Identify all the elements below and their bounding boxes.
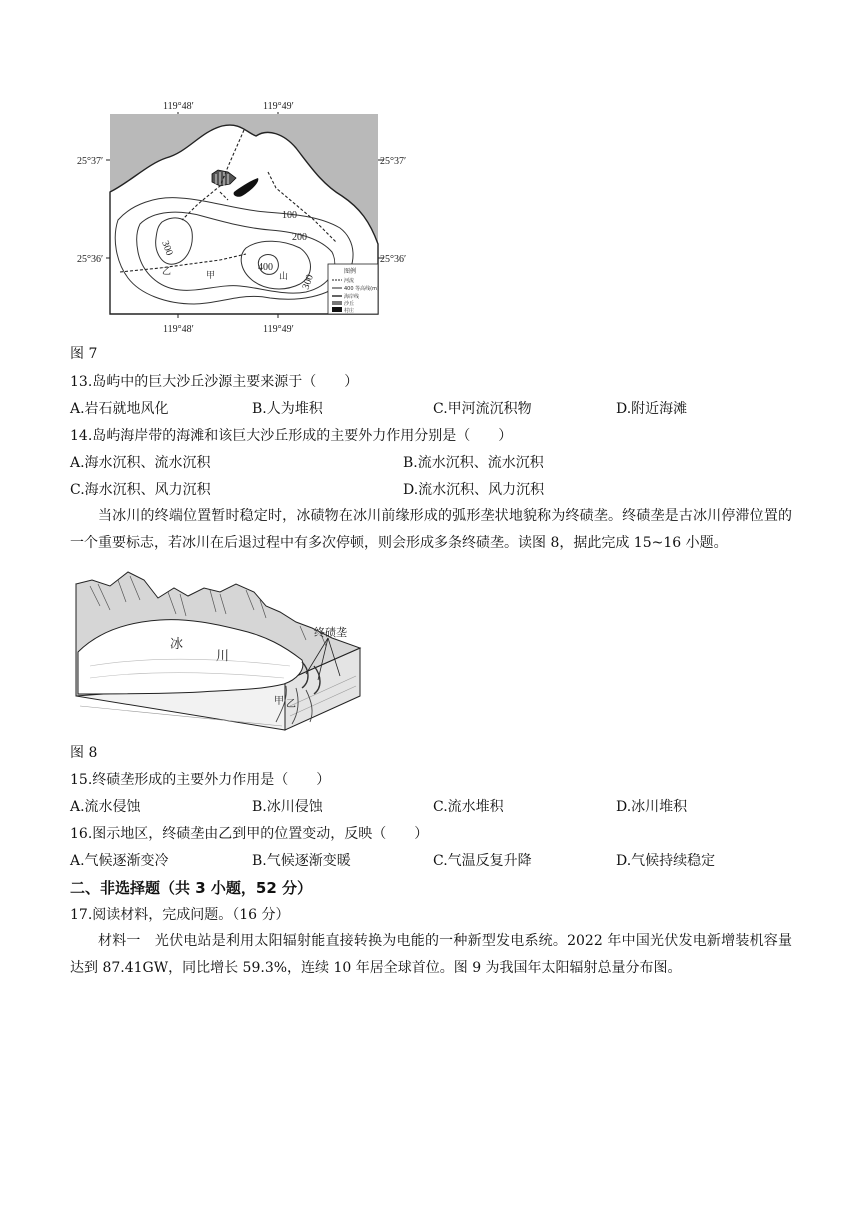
q14-stem: 14.岛屿海岸带的海滩和该巨大沙丘形成的主要外力作用分别是（ ）: [70, 428, 513, 444]
q15-option-d[interactable]: D.冰川堆积: [616, 799, 688, 815]
label-moraine: 终碛垄: [314, 626, 347, 639]
map-label-jia: 甲: [206, 271, 216, 281]
q16-option-c[interactable]: C.气温反复升降: [433, 853, 532, 869]
q16-option-a[interactable]: A.气候逐渐变冷: [70, 853, 169, 869]
map-lat-right-2: 25°36′: [380, 254, 407, 265]
map-lat-left-2: 25°36′: [77, 254, 104, 265]
label-jia: 甲: [274, 696, 284, 707]
label-glacier-2: 川: [216, 649, 230, 664]
map-contour-200: 200: [292, 232, 307, 243]
figure-7-caption: 图 7: [70, 346, 98, 362]
map-contour-300-left: 300: [159, 239, 175, 258]
q15-stem: 15.终碛垄形成的主要外力作用是（ ）: [70, 772, 331, 788]
intro-15-16: 当冰川的终端位置暂时稳定时，冰碛物在冰川前缘形成的弧形垄状地貌称为终碛垄。终碛垄是古冰川停滞位置的一个重要标志，若冰川在后退过程中有多次停顿，则会形成多条终碛垄。读图 8，据此完成 15~16 小题。: [70, 508, 792, 551]
legend-item-river: 河流: [344, 278, 355, 284]
q15-option-c[interactable]: C.流水堆积: [433, 799, 504, 815]
map-legend: [328, 264, 379, 314]
legend-item-coast: 海岸线: [344, 294, 360, 300]
label-glacier-1: 冰: [170, 637, 184, 652]
legend-item-dune: 沙丘: [344, 301, 355, 307]
map-contour-100: 100: [282, 210, 297, 221]
map-contour-300-right: 300: [300, 273, 316, 292]
q13-option-c[interactable]: C.甲河流沉积物: [433, 401, 532, 417]
q14-option-d[interactable]: D.流水沉积、风力沉积: [403, 482, 545, 498]
map-lon-bottom-1: 119°48′: [163, 324, 194, 335]
q17-stem: 17.阅读材料，完成问题。（16 分）: [70, 907, 290, 923]
figure-7-map: [70, 92, 420, 337]
q14-option-a[interactable]: A.海水沉积、流水沉积: [70, 455, 211, 471]
q17-material-1: 材料一 光伏电站是利用太阳辐射能直接转换为电能的一种新型发电系统。2022 年中国光伏发电新增装机容量达到 87.41GW，同比增长 59.3%，连续 10 年居全球首位。图 9 为我国年太阳辐射总量分布图。: [70, 933, 792, 976]
figure-8-glacier: [70, 566, 370, 734]
q14-option-b[interactable]: B.流水沉积、流水沉积: [403, 455, 544, 471]
label-yi: 乙: [286, 699, 296, 710]
q13-stem: 13.岛屿中的巨大沙丘沙源主要来源于（ ）: [70, 374, 359, 390]
q15-option-a[interactable]: A.流水侵蚀: [70, 799, 141, 815]
figure-8-caption: 图 8: [70, 745, 98, 761]
map-lon-top-2: 119°49′: [263, 101, 294, 112]
q13-option-d[interactable]: D.附近海滩: [616, 401, 688, 417]
q14-option-c[interactable]: C.海水沉积、风力沉积: [70, 482, 211, 498]
q16-option-d[interactable]: D.气候持续稳定: [616, 853, 716, 869]
q16-option-b[interactable]: B.气候逐渐变暖: [252, 853, 351, 869]
legend-dune-symbol: [332, 301, 342, 305]
map-lat-right-1: 25°37′: [380, 156, 407, 167]
legend-item-village: 村庄: [344, 308, 355, 314]
q15-option-b[interactable]: B.冰川侵蚀: [252, 799, 323, 815]
section-2-heading: 二、非选择题（共 3 小题，52 分）: [70, 879, 312, 897]
map-lat-left-1: 25°37′: [77, 156, 104, 167]
q13-option-a[interactable]: A.岩石就地风化: [70, 401, 169, 417]
map-label-shan: 山: [279, 272, 289, 282]
map-lon-top-1: 119°48′: [163, 101, 194, 112]
map-label-yi: 乙: [162, 267, 172, 277]
q16-stem: 16.图示地区，终碛垄由乙到甲的位置变动，反映（ ）: [70, 826, 429, 842]
q13-option-b[interactable]: B.人为堆积: [252, 401, 323, 417]
legend-title: 图例: [344, 268, 357, 275]
legend-village-symbol: [332, 307, 342, 312]
map-contour-400: 400: [258, 262, 273, 273]
legend-item-contour: 400 等高线(m): [344, 286, 379, 292]
map-lon-bottom-2: 119°49′: [263, 324, 294, 335]
